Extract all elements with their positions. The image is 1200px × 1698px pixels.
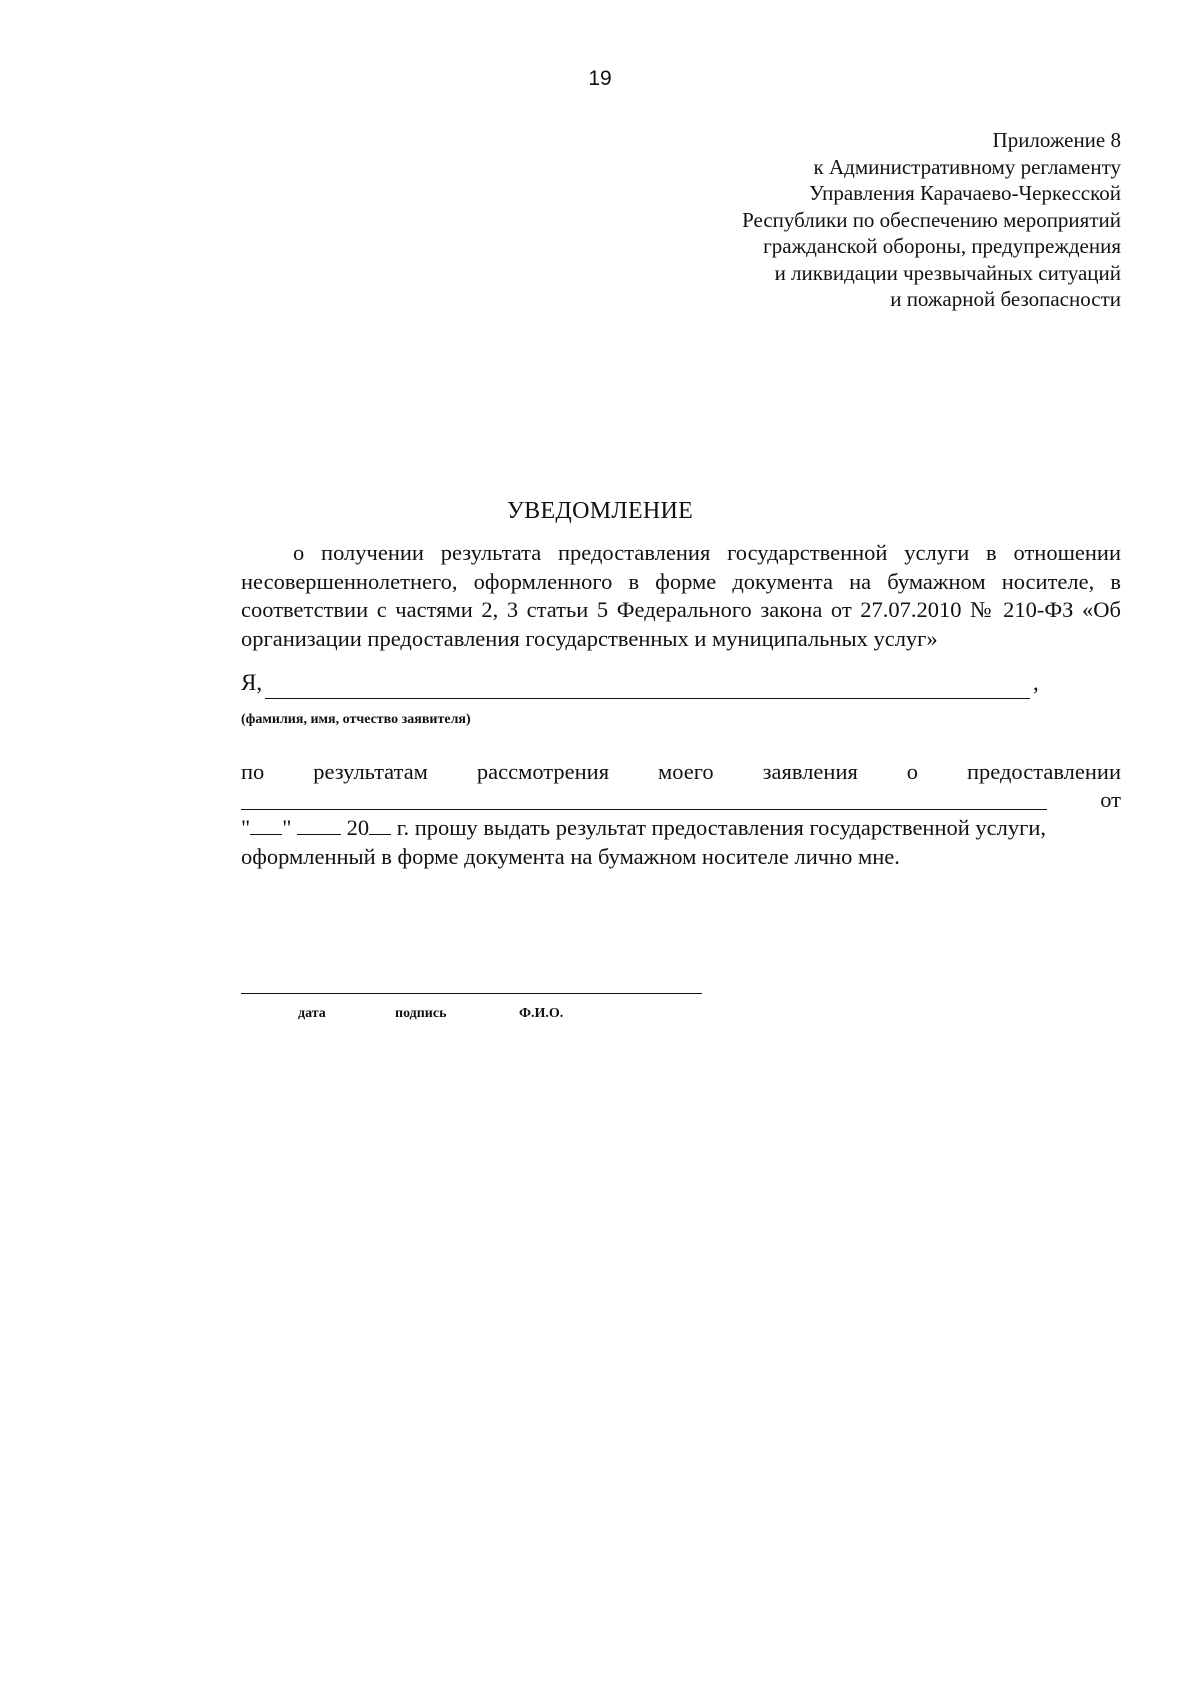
- applicant-caption: (фамилия, имя, отчество заявителя): [241, 712, 471, 727]
- request-word: предоставлении: [967, 759, 1121, 784]
- annex-header: [521, 127, 1121, 313]
- signature-line[interactable]: [241, 993, 702, 994]
- notice-title: УВЕДОМЛЕНИЕ: [506, 498, 694, 524]
- request-word: моего: [658, 759, 714, 784]
- application-type-field[interactable]: [241, 809, 1047, 810]
- annex-line: гражданской обороны, предупреждения: [763, 234, 1121, 258]
- request-line-1: [241, 758, 1121, 786]
- request-word: рассмотрения: [476, 759, 610, 784]
- date-quote-open: ": [241, 815, 251, 840]
- notice-subtitle: о получении результата предоставления государственной услуги в отношении несовершеннолетнего, оформленного в форме документа на бумажном носителе, в соответствии с частями 2, 3 статьи 5 Федерального закона от 27.07.2010 № 210-ФЗ «Об организации предоставления государственных и муниципальных услуг»: [241, 540, 1121, 651]
- request-word: по: [241, 759, 265, 784]
- request-word: результатам: [313, 759, 428, 784]
- signature-date-label: дата: [298, 1006, 326, 1021]
- annex-line: и ликвидации чрезвычайных ситуаций: [774, 260, 1121, 285]
- request-word: о: [906, 759, 919, 784]
- request-text: г. прошу выдать результат предоставления государственной услуги,: [391, 815, 1047, 840]
- request-word: заявления: [762, 759, 858, 784]
- signature-sign-label: подпись: [395, 1006, 447, 1021]
- annex-line: к Административному регламенту: [813, 154, 1121, 179]
- request-line-4: оформленный в форме документа на бумажном носителе лично мне.: [241, 844, 900, 869]
- annex-line: Управления Карачаево-Черкесской: [809, 181, 1121, 205]
- date-year-field[interactable]: [369, 814, 391, 835]
- annex-line: и пожарной безопасности: [890, 287, 1121, 311]
- annex-line: Приложение 8: [992, 128, 1121, 152]
- annex-line: Республики по обеспечению мероприятий: [742, 207, 1121, 232]
- page-number: 19: [588, 67, 612, 90]
- applicant-suffix: ,: [1033, 670, 1039, 695]
- date-quote-close: ": [282, 815, 292, 840]
- date-month-field[interactable]: [297, 814, 341, 835]
- applicant-name-field[interactable]: [265, 698, 1030, 699]
- year-prefix: 20: [346, 815, 370, 840]
- signature-name-label: Ф.И.О.: [519, 1006, 564, 1021]
- date-day-field[interactable]: [250, 814, 282, 835]
- applicant-prefix: Я,: [241, 670, 263, 695]
- request-line-3: [241, 814, 1121, 843]
- from-word: от: [1100, 787, 1121, 812]
